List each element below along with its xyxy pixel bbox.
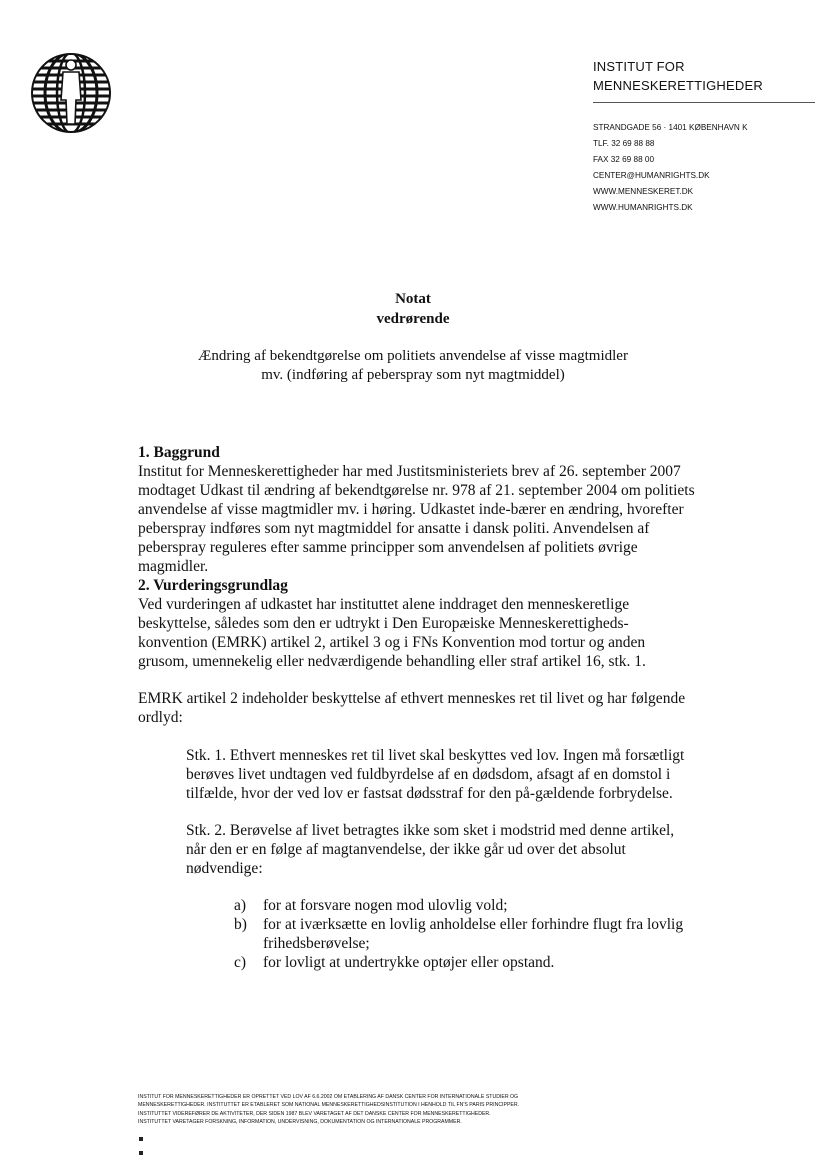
footer-line: INSTITUT FOR MENNESKERETTIGHEDER ER OPRETTET VED LOV AF 6.6.2002 OM ETABLERING AF DANSK CENTER FOR INTERNATIONALE STUDIER OG: [138, 1094, 519, 1100]
footer-line: MENNESKERETTIGHEDER. INSTITUTTET ER ETABLERET SOM NATIONAL MENNESKERETTIGHEDSINSTITUTION I HENHOLD TIL FN'S PARIS PRINCIPPER.: [138, 1102, 520, 1109]
list-item: [234, 896, 686, 915]
quote-stk-2: Stk. 2. Berøvelse af livet betragtes ikke som sket i modstrid med denne artikel, når den er en følge af magtanvendelse, der ikke går ud over det absolut nødvendige:: [186, 822, 675, 877]
document-body: [138, 443, 698, 972]
list-item-label: c): [234, 954, 247, 971]
section-1-heading: 1. Baggrund: [138, 444, 220, 461]
list-item-label: b): [234, 916, 247, 933]
quote-stk-1: Stk. 1. Ethvert menneskes ret til livet skal beskyttes ved lov. Ingen må forsætligt berøves livet undtagen ved fuldbyrdelse af en dødsdom, afsagt af en domstol i tilfælde, hvor der ved lov er fastsat dødsstraf for den på-gældende forbrydelse.: [186, 747, 685, 802]
section-1-text: Institut for Menneskerettigheder har med Justitsministeriets brev af 26. september 2007 modtaget Udkast til ændring af bekendtgørelse nr. 978 af 21. september 2004 om politiets anvendelse af visse magtmidler mv. i høring. Udkastet inde-bærer en ændring, hvorefter peberspray indføres som nyt magtmiddel for ansatte i dansk politi. Anvendelsen af peberspray reguleres efter samme principper som anvendelsen af politiets øvrige magmidler.: [138, 463, 695, 575]
emrk-intro: EMRK artikel 2 indeholder beskyttelse af ethvert menneskes ret til livet og har følgende ordlyd:: [138, 690, 686, 726]
section-2-heading: 2. Vurderingsgrundlag: [138, 577, 288, 594]
subject-line-2: mv. (indføring af peberspray som nyt magtmiddel): [261, 367, 565, 383]
address-line: STRANDGADE 56 · 1401 KØBENHAVN K: [593, 123, 748, 132]
exception-list: [234, 896, 686, 972]
list-item-label: a): [234, 897, 247, 914]
footer-bullet-icon: [139, 1137, 143, 1141]
phone-line: TLF. 32 69 88 88: [593, 139, 655, 148]
title-line-1: Notat: [395, 291, 431, 307]
email-line: CENTER@HUMANRIGHTS.DK: [593, 171, 710, 180]
list-item: [234, 915, 686, 953]
document-title: [0, 289, 826, 329]
fax-line: FAX 32 69 88 00: [593, 155, 654, 164]
institute-name: INSTITUT FOR MENNESKERETTIGHEDER: [593, 59, 763, 93]
emrk-quote: [186, 746, 686, 972]
list-item-text: for at forsvare nogen mod ulovlig vold;: [263, 897, 508, 914]
website-line-en: WWW.HUMANRIGHTS.DK: [593, 203, 693, 212]
institute-logo-globe-figure-icon: [30, 52, 112, 134]
list-item: [234, 953, 686, 972]
footer-line: INSTITUTTET VIDEREFØRER DE AKTIVITETER, DER SIDEN 1987 BLEV VARETAGET AF DET DANSKE CENTER FOR MENNESKERETTIGHEDER.: [138, 1110, 491, 1117]
header-divider: [593, 102, 815, 103]
footer-bullet-icon: [139, 1151, 143, 1155]
list-item-text: for at iværksætte en lovlig anholdelse eller forhindre flugt fra lovlig frihedsberøvelse;: [263, 916, 684, 952]
footer-line: INSTITUTTET VARETAGER FORSKNING, INFORMATION, UNDERVISNING, DOKUMENTATION OG INTERNATIONALE PROGRAMMER.: [138, 1119, 462, 1126]
section-2-text: Ved vurderingen af udkastet har instituttet alene inddraget den menneskeretlige beskyttelse, således som den er udtrykt i Den Europæiske Menneskerettigheds-konvention (EMRK) artikel 2, artikel 3 og i FNs Konvention mod tortur og anden grusom, umennekelig eller nedværdigende behandling eller straf artikel 16, stk. 1.: [138, 596, 646, 670]
website-line-dk: WWW.MENNESKERET.DK: [593, 187, 694, 196]
footer-legal-text: [138, 1093, 638, 1127]
document-subject: [0, 347, 826, 385]
title-line-2: vedrørende: [376, 311, 450, 327]
list-item-text: for lovligt at undertrykke optøjer eller opstand.: [263, 954, 555, 971]
subject-line-1: Ændring af bekendtgørelse om politiets anvendelse af visse magtmidler: [198, 348, 628, 364]
contact-block: [593, 120, 748, 216]
